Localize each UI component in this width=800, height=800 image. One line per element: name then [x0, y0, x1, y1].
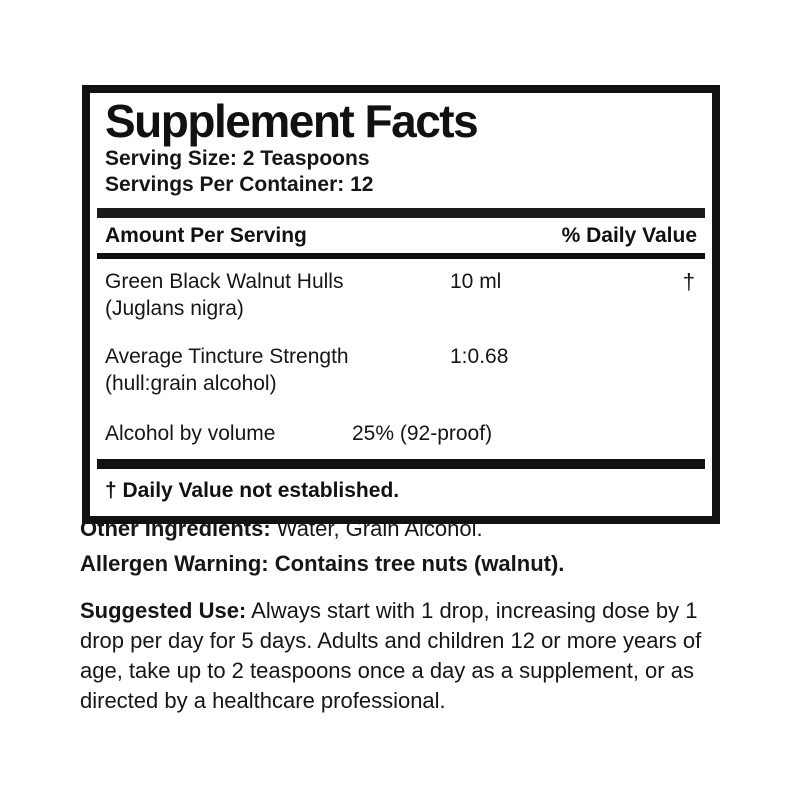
- supplement-facts-panel: [82, 85, 720, 524]
- suggested-use-label: Suggested Use:: [80, 598, 247, 623]
- suggested-use-paragraph: [80, 596, 728, 716]
- column-header-row: [105, 222, 697, 249]
- ingredient-name-latin: (Juglans nigra): [105, 297, 244, 320]
- additional-info-section: [80, 514, 730, 716]
- ingredient-name: Average Tincture Strength: [105, 345, 349, 368]
- table-row: [105, 343, 697, 397]
- ingredient-name-detail: (hull:grain alcohol): [105, 372, 277, 395]
- ingredient-amount: 25% (92-proof): [352, 422, 493, 445]
- daily-value-header: % Daily Value: [561, 224, 697, 247]
- other-ingredients-label: Other Ingredients:: [80, 516, 271, 541]
- ingredient-amount: 1:0.68: [450, 345, 509, 368]
- separator-bar-header: [97, 253, 705, 259]
- table-row: [105, 420, 697, 447]
- separator-bar-bottom: [97, 459, 705, 469]
- amount-per-serving-header: Amount Per Serving: [105, 224, 307, 247]
- ingredient-name: Green Black Walnut Hulls: [105, 270, 344, 293]
- other-ingredients-line: [80, 514, 730, 544]
- panel-title: Supplement Facts: [105, 95, 478, 147]
- servings-per-container: Servings Per Container: 12: [105, 173, 374, 196]
- separator-bar-top: [97, 208, 705, 218]
- ingredient-name: Alcohol by volume: [105, 422, 276, 445]
- daily-value-footnote: † Daily Value not established.: [105, 479, 400, 502]
- ingredient-amount: 10 ml: [450, 270, 502, 293]
- serving-size: Serving Size: 2 Teaspoons: [105, 147, 370, 170]
- other-ingredients-text: Water, Grain Alcohol.: [270, 516, 483, 541]
- ingredient-daily-value: †: [682, 269, 695, 294]
- table-row: [105, 268, 697, 322]
- allergen-warning-line: Allergen Warning: Contains tree nuts (walnut).: [80, 551, 565, 576]
- suggested-use-text: Always start with 1 drop, increasing dose by 1 drop per day for 5 days. Adults and children 12 or more years of age, take up to 2 teaspoons once a day as a supplement, or as directed by a healthcare professional.: [80, 598, 702, 713]
